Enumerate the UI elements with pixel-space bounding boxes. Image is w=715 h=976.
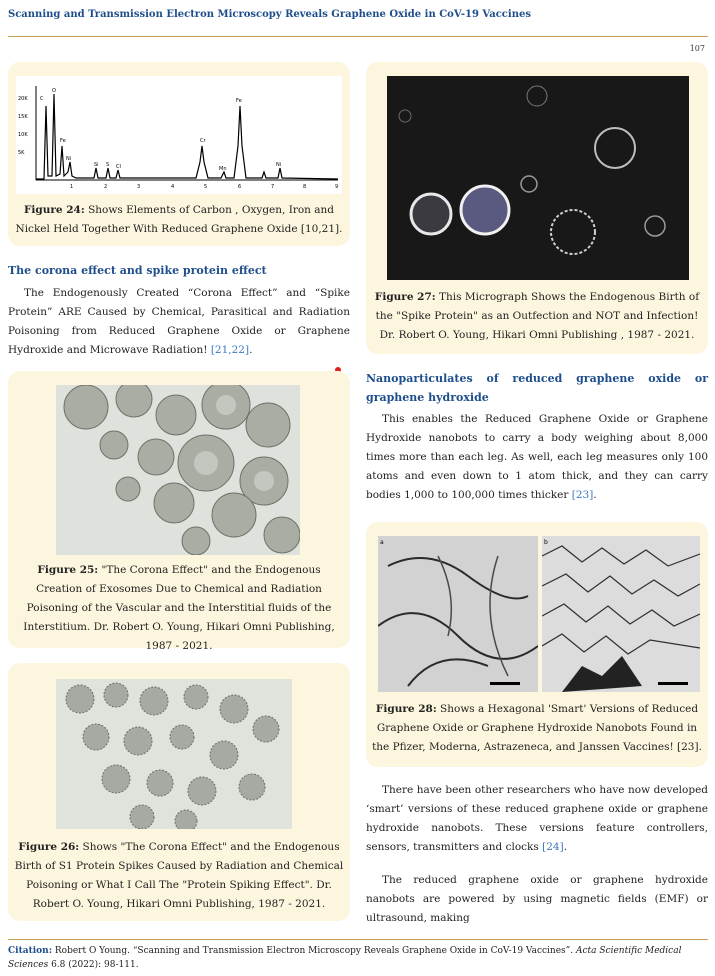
figure-label: Figure 28: (375, 703, 437, 715)
citation-label: Citation: (8, 946, 53, 956)
figure-25-card (8, 371, 350, 652)
citation-issue: 6.8 (2022): 98-111. (48, 960, 139, 970)
figure-26-card (8, 663, 350, 921)
figure-27-caption (372, 288, 702, 345)
xtick-label: 8 (303, 184, 307, 190)
figure-24-caption (14, 201, 344, 239)
panel-b-label: b (544, 539, 548, 546)
peak-label: S (106, 162, 110, 168)
xtick-label: 3 (137, 184, 141, 190)
figure-label: Figure 26: (18, 841, 80, 853)
section-heading-nanoparticulates: Nanoparticulates of reduced graphene oxide or graphene hydroxide (366, 372, 708, 404)
figure-label: Figure 24: (23, 204, 85, 216)
ytick-label: 15K (18, 114, 28, 120)
paragraph-text: This enables the Reduced Graphene Oxide or Graphene Hydroxide nanobots to carry a body weighing about 8,000 times more than each leg. As well, each leg measures only 100 atoms and even down to 1 atom thick, and they can carry bodies 1,000 to 100,000 times thicker (366, 413, 708, 501)
ytick-label: 20K (18, 96, 28, 102)
peak-label: Fe (236, 98, 242, 104)
figure-24-card (8, 62, 350, 246)
corona-cells-image (56, 385, 300, 555)
citation-footer (8, 944, 708, 972)
xtick-label: 1 (70, 184, 74, 190)
paragraph-text: There have been other researchers who have now developed ‘smart’ versions of these reduced graphene oxide or graphene hydroxide nanobots. These versions feature controllers, sensors, transmitters and clocks (366, 784, 708, 853)
peak-label: O (52, 88, 56, 94)
panel-a-label: a (380, 539, 384, 546)
peak-label: Ni (276, 162, 282, 168)
paragraph-nanoparticulates (366, 410, 708, 505)
footer-divider (8, 939, 708, 940)
caption-text: Shows a Hexagonal 'Smart' Versions of Reduced Graphene Oxide or Graphene Hydroxide Nanobots Found in the Pfizer, Moderna, Astrazeneca, and Janssen Vaccines! [23]. (372, 703, 702, 753)
ytick-label: 5K (18, 150, 25, 156)
xtick-label: 9 (335, 184, 339, 190)
figure-28-caption (372, 700, 702, 757)
reference-link[interactable]: [23] (571, 489, 594, 501)
xtick-label: 7 (271, 184, 275, 190)
caption-text: Shows "The Corona Effect" and the Endogenous Birth of S1 Protein Spikes Caused by Radiation and Chemical Poisoning or What I Call The "Protein Spiking Effect". Dr. Robert O. Young, Hikari Omni Publishing, 1987 - 2021. (14, 841, 344, 910)
figure-25-caption (14, 561, 344, 656)
reference-link[interactable]: [21,22] (210, 344, 250, 356)
figure-24-spectrum (16, 76, 342, 194)
reference-link[interactable]: [24] (542, 841, 564, 853)
peak-label: Ni (66, 156, 72, 162)
spike-protein-micrograph (387, 76, 689, 280)
figure-27-card (366, 62, 708, 354)
running-header-title: Scanning and Transmission Electron Microscopy Reveals Graphene Oxide in CoV-19 Vaccines (8, 9, 531, 20)
caption-text: This Micrograph Shows the Endogenous Birth of the "Spike Protein" as an Outfection and NOT and Infection! Dr. Robert O. Young, Hikari Omni Publishing , 1987 - 2021. (375, 291, 700, 341)
figure-28-card (366, 522, 708, 767)
citation-text: Robert O Young. “Scanning and Transmission Electron Microscopy Reveals Graphene Oxide in CoV-19 Vaccines”. (52, 946, 576, 956)
xtick-label: 6 (238, 184, 242, 190)
paragraph-tail: . (563, 841, 568, 853)
caption-text: "The Corona Effect" and the Endogenous Creation of Exosomes Due to Chemical and Radiation Poisoning of the Vascular and the Interstitial fluids of the Interstitium. Dr. Robert O. Young, Hikari Omni Publishing, 1987 - 2021. (23, 564, 335, 652)
peak-label: Mn (219, 166, 227, 172)
figure-28-panel-a (378, 536, 538, 692)
paragraph-corona (8, 284, 350, 360)
page-number: 107 (689, 44, 705, 53)
xtick-label: 4 (171, 184, 175, 190)
paragraph-powered: The reduced graphene oxide or graphene hydroxide nanobots are powered by using magnetic fields (EMF) or ultrasound, making (366, 874, 708, 924)
graphene-sheet-image (378, 536, 538, 692)
section-heading-corona: The corona effect and spike protein effect (8, 264, 267, 277)
header-divider (8, 36, 708, 37)
eds-spectrum-plot (16, 76, 342, 194)
graphene-mesh-image (542, 536, 700, 692)
peak-label: Cl (116, 164, 121, 170)
figure-label: Figure 27: (374, 291, 436, 303)
figure-25-micrograph (56, 385, 300, 555)
figure-28-panel-b (542, 536, 700, 692)
peak-label: Si (94, 162, 99, 168)
xtick-label: 2 (104, 184, 108, 190)
peak-label: Cr (200, 138, 206, 144)
paragraph-smart-versions (366, 781, 708, 857)
figure-label: Figure 25: (37, 564, 99, 576)
paragraph-text: The Endogenously Created “Corona Effect” and “Spike Protein” ARE Caused by Chemical, Parasitical and Radiation Poisoning from Reduced Graphene Oxide or Graphene Hydroxide and Microwave Radiation! (8, 287, 350, 356)
journal-name: Acta Scientific Medical Sciences (8, 946, 682, 970)
ytick-label: 10K (18, 132, 28, 138)
paragraph-tail: . (593, 489, 597, 501)
caption-text: Shows Elements of Carbon , Oxygen, Iron and Nickel Held Together With Reduced Graphene Oxide [10,21]. (15, 204, 343, 235)
figure-26-micrograph (56, 679, 292, 829)
paragraph-tail: . (249, 344, 253, 356)
peak-label: C (40, 96, 44, 102)
figure-27-micrograph (387, 76, 689, 280)
figure-26-caption (14, 838, 344, 914)
xtick-label: 5 (204, 184, 208, 190)
peak-label: Fe (60, 138, 66, 144)
spike-cells-image (56, 679, 292, 829)
